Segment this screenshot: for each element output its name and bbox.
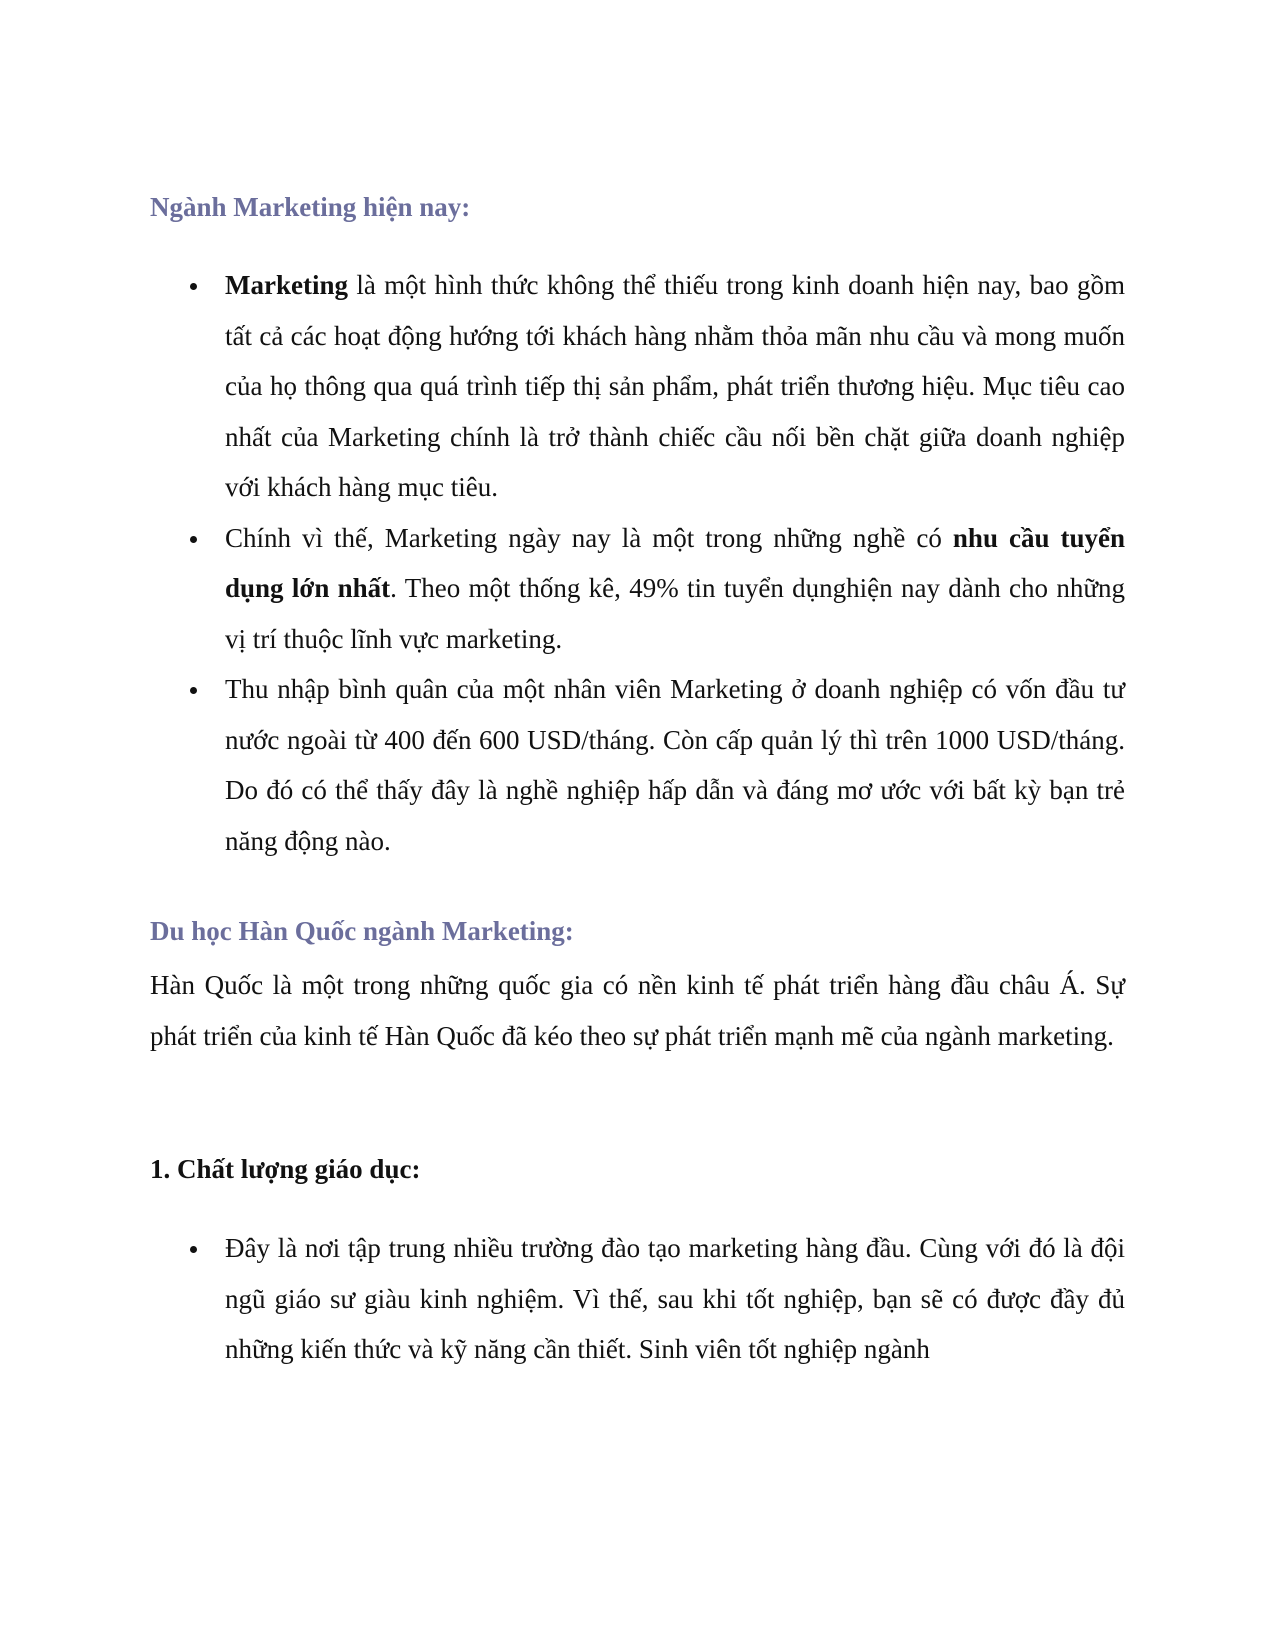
section-heading-marketing-today: Ngành Marketing hiện nay: <box>150 192 471 222</box>
bullet-list-marketing-today <box>150 260 1125 866</box>
bullet-icon <box>190 283 197 290</box>
list-item <box>150 664 1125 866</box>
list-item <box>150 1223 1125 1375</box>
bullet-text: Thu nhập bình quân của một nhân viên Marketing ở doanh nghiệp có vốn đầu tư nước ngoài từ 400 đến 600 USD/tháng. Còn cấp quản lý thì trên 1000 USD/tháng. Do đó có thể thấy đây là nghề nghiệp hấp dẫn và đáng mơ ước với bất kỳ bạn trẻ năng động nào. <box>225 674 1125 856</box>
bullet-text: . Theo một thống kê, 49% tin tuyển dụnghiện nay dành cho những vị trí thuộc lĩnh vực marketing. <box>225 573 1125 654</box>
bold-phrase: nhu cầu tuyển dụng lớn nhất <box>225 522 1125 603</box>
list-item <box>150 513 1125 665</box>
bullet-text: Chính vì thế, Marketing ngày nay là một trong những nghề có <box>225 522 953 553</box>
bullet-icon <box>190 536 197 543</box>
bullet-icon <box>190 1246 197 1253</box>
bold-term: Marketing <box>225 270 348 300</box>
bullet-icon <box>190 687 197 694</box>
bullet-text: Đây là nơi tập trung nhiều trường đào tạo marketing hàng đầu. Cùng với đó là đội ngũ giáo sư giàu kinh nghiệm. Vì thế, sau khi tốt nghiệp, bạn sẽ có được đầy đủ những kiến thức và kỹ năng cần thiết. Sinh viên tốt nghiệp ngành <box>225 1233 1125 1364</box>
section-heading-study-korea: Du học Hàn Quốc ngành Marketing: <box>150 916 574 946</box>
section-heading-education-quality: 1. Chất lượng giáo dục: <box>150 1154 421 1184</box>
bullet-list-education-quality <box>150 1223 1125 1375</box>
intro-paragraph: Hàn Quốc là một trong những quốc gia có nền kinh tế phát triển hàng đầu châu Á. Sự phát triển của kinh tế Hàn Quốc đã kéo theo sự phát triển mạnh mẽ của ngành marketing. <box>150 970 1125 1051</box>
bullet-text: là một hình thức không thể thiếu trong kinh doanh hiện nay, bao gồm tất cả các hoạt động hướng tới khách hàng nhằm thỏa mãn nhu cầu và mong muốn của họ thông qua quá trình tiếp thị sản phẩm, phát triển thương hiệu. Mục tiêu cao nhất của Marketing chính là trở thành chiếc cầu nối bền chặt giữa doanh nghiệp với khách hàng mục tiêu. <box>225 270 1125 502</box>
list-item <box>150 260 1125 513</box>
